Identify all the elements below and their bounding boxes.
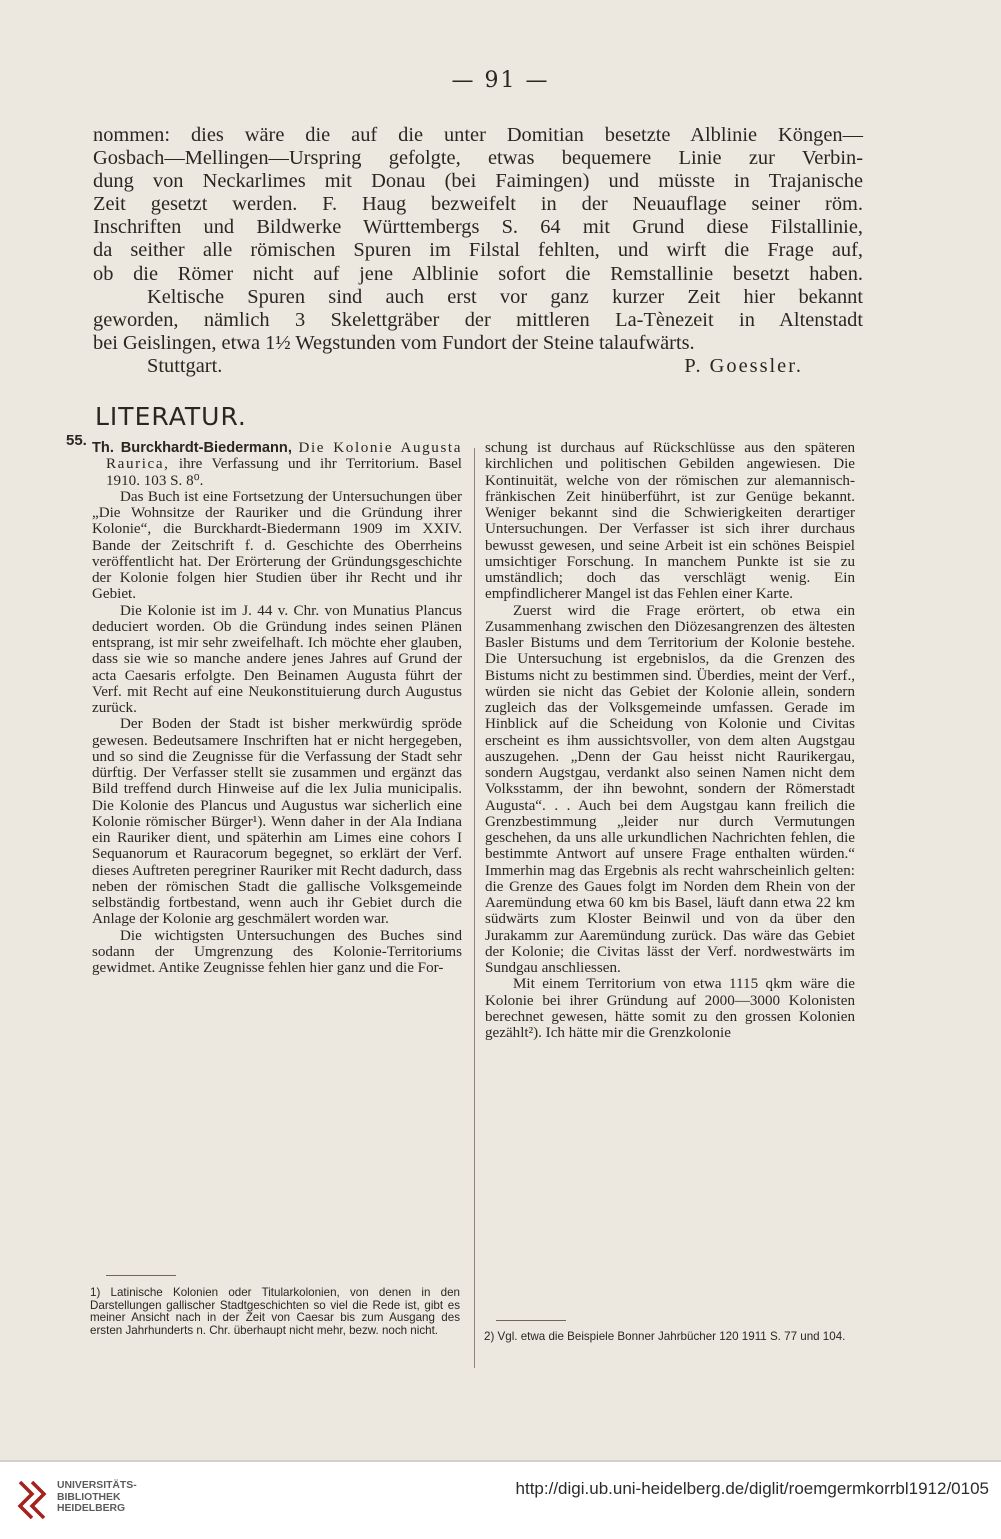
paragraph: Die Kolonie ist im J. 44 v. Chr. von Munatius Plancus deduciert worden. Ob die Gründung indes seinen Plänen entsprang, ist mir sehr zweifelhaft. Ich möchte eher glauben, dass sie wie so manche andere jenes Jahres auf Grund der acta Caesaris erfolgte. Den Beinamen Augusta führt der Verf. mit Recht auf eine Neukonstituierung durch Augustus zurück. xyxy=(92,602,462,716)
text-line: bei Geislingen, etwa 1½ Wegstunden vom Fundort der Steine talaufwärts. xyxy=(93,331,695,354)
footer-bar xyxy=(0,1462,1001,1539)
text-line: da seither alle römischen Spuren im Filstal fehlten, und wirft die Frage auf, xyxy=(93,239,863,262)
library-name-line: HEIDELBERG xyxy=(57,1503,126,1515)
intro-text xyxy=(93,124,863,378)
library-name-line: BIBLIOTHEK xyxy=(57,1491,121,1503)
column-divider xyxy=(474,448,475,1368)
right-column xyxy=(485,440,855,1041)
text-line: nommen: dies wäre die auf die unter Domitian besetzte Alblinie Köngen— xyxy=(93,124,863,146)
footnote-1: 1) Latinische Kolonien oder Titularkolonien, von denen in den Darstellungen gallischer Stadtgeschichten so viel die Rede ist, gibt es meiner Ansicht nach in der Zeit von Caesar bis zum Ausgang des ersten Jahrhunderts n. Chr. überhaupt nicht mehr, bezw. noch nicht. xyxy=(90,1286,460,1337)
library-name xyxy=(57,1480,137,1515)
footnote-rule xyxy=(496,1320,566,1321)
review-author: Th. Burckhardt-Biedermann, xyxy=(92,440,292,456)
text-line: dung von Neckarlimes mit Donau (bei Faimingen) und müsste in Trajanische xyxy=(93,170,863,193)
author-signature: P. Goessler. xyxy=(684,354,803,377)
paragraph: Der Boden der Stadt ist bisher merkwürdig spröde gewesen. Bedeutsamere Inschriften hat er nicht hergegeben, und so sind die Zeugnisse für die Verfassung der Stadt sehr dürftig. Der Verfasser stellt sie zusammen und ergänzt das Bild treffend durch Hinweise auf die lex Julia municipalis. Die Kolonie des Plancus und Augustus war sicherlich eine Kolonie römischer Bürger¹). Wenn daher in der Ala Indiana ein Rauriker dient, und späterhin am Limes eine cohors I Sequanorum et Rauracorum begegnet, so erklärt der Verf. dieses Auftreten peregriner Rauriker mit Recht dadurch, dass neben der römischen Stadt die gallische Volksgemeinde selbständig fortbestand, wenn auch ihr Gebiet durch die Anlage der Kolonie arg geschmälert worden war. xyxy=(92,716,462,928)
paragraph: Das Buch ist eine Fortsetzung der Untersuchungen über „Die Wohnsitze der Rauriker und die Gründung ihrer Kolonie“, die Burckhardt-Biedermann 1909 im XXIV. Bande der Zeitschrift f. d. Geschichte des Oberrheins veröffentlicht hat. Der Erörterung der Gründungsgeschichte der Kolonie folgen hier Studien über ihr Recht und ihr Gebiet. xyxy=(92,488,462,603)
text-line: ob die Römer nicht auf jene Alblinie sofort die Remstallinie besetzt haben. xyxy=(93,262,863,285)
text-line: geworden, nämlich 3 Skelettgräber der mittleren La-Tènezeit in Altenstadt xyxy=(93,308,863,331)
text-line: Keltische Spuren sind auch erst vor ganz kurzer Zeit hier bekannt xyxy=(147,285,863,308)
library-logo-icon xyxy=(16,1474,48,1526)
paragraph: Zuerst wird die Frage erörtert, ob etwa ein Zusammenhang zwischen den Diözesangrenzen des ältesten Basler Bistums und dem Territorium der Kolonie bestehe. Die Untersuchung ist ergebnislos, da die Grenzen des Bistums nicht zu bestimmen sind. Überdies, meint der Verf., würden sie nicht das Gebiet der Kolonie allein, sondern zugleich das der Volksgemeinde umfassen. Gerade im Hinblick auf die Scheidung von Kolonie und Civitas erscheint es ihm aussichtsvoller, von dem alten Augstgau auszugehen. „Denn der Gau heisst nicht Raurikergau, sondern Augstgau, verdankt also seinen Namen nicht dem Volksstamm, der ihn bewohnt, sondern der Römerstadt Augusta“. . . Auch bei dem Augstgau kann freilich die Grenzbestimmung „leider nur durch Vermutungen geschehen, da uns alle urkundlichen Nachrichten fehlen, die bestimmte Antwort auf unsere Frage enthalten würden.“ Immerhin mag das Ergebnis als recht wahrscheinlich gelten: die Grenze des Gaues folgt im Norden dem Rhein von der Aaremündung etwa 60 km bis Basel, läuft dann etwa 22 km südwärts zum Kloster Beinwil und von da über den Jurakamm zur Aaremündung zurück. Das wäre das Gebiet der Kolonie; die Civitas lässt der Verf. nordwestwärts im Sundgau anschliessen. xyxy=(485,602,855,976)
signature-row xyxy=(93,355,863,378)
literature-heading: LITERATUR. xyxy=(95,402,247,431)
book-details: ihre Verfassung und ihr Territorium. Basel 1910. 103 S. 8⁰. xyxy=(106,456,462,489)
left-column xyxy=(92,440,462,976)
footnote-rule xyxy=(106,1275,176,1276)
text-line: Zeit gesetzt werden. F. Haug bezweifelt in der Neuauflage seiner röm. xyxy=(93,193,863,216)
book-title: Die Kolonie Augusta Raurica, xyxy=(106,440,463,473)
bibliographic-entry xyxy=(92,440,462,489)
paragraph: schung ist durchaus auf Rückschlüsse aus den späteren kirchlichen und politischen Gebilden angewiesen. Die Kontinuität, welche von der römischen zur alemannisch-fränkischen Zeit hinüberführt, ist zur Genüge bekannt. Weniger bekannt sind die Schwierigkeiten derartiger Untersuchungen. Der Verfasser ist sich ihrer durchaus bewusst gewesen, und seine Arbeit ist ein schönes Beispiel umsichtiger Forschung. In manchem Punkte ist sie zu umständlich; doch das verschlägt wenig. Ein empfindlicherer Mangel ist das Fehlen einer Karte. xyxy=(485,440,855,603)
text-line: Inschriften und Bildwerke Württembergs S. 64 mit Grund diese Filstallinie, xyxy=(93,216,863,239)
place-name: Stuttgart. xyxy=(147,354,223,377)
paragraph: Mit einem Territorium von etwa 1115 qkm wäre die Kolonie bei ihrer Gründung auf 2000—3000 Kolonisten berechnet gewesen, hätte somit zu den grossen Kolonien gezählt²). Ich hätte mir die Grenzkolonie xyxy=(485,976,855,1041)
page-number: — 91 — xyxy=(451,68,550,93)
footnote-2: 2) Vgl. etwa die Beispiele Bonner Jahrbücher 120 1911 S. 77 und 104. xyxy=(484,1330,846,1343)
library-name-line: UNIVERSITÄTS- xyxy=(57,1480,137,1491)
text-line: Gosbach—Mellingen—Urspring gefolgte, etwas bequemere Linie zur Verbin- xyxy=(93,147,863,170)
entry-number: 55. xyxy=(66,432,87,449)
source-url-link[interactable]: http://digi.ub.uni-heidelberg.de/diglit/roemgermkorrbl1912/0105 xyxy=(515,1479,989,1498)
paragraph: Die wichtigsten Untersuchungen des Buches sind sodann der Umgrenzung des Kolonie-Territoriums gewidmet. Antike Zeugnisse fehlen hier ganz und die For- xyxy=(92,927,462,976)
